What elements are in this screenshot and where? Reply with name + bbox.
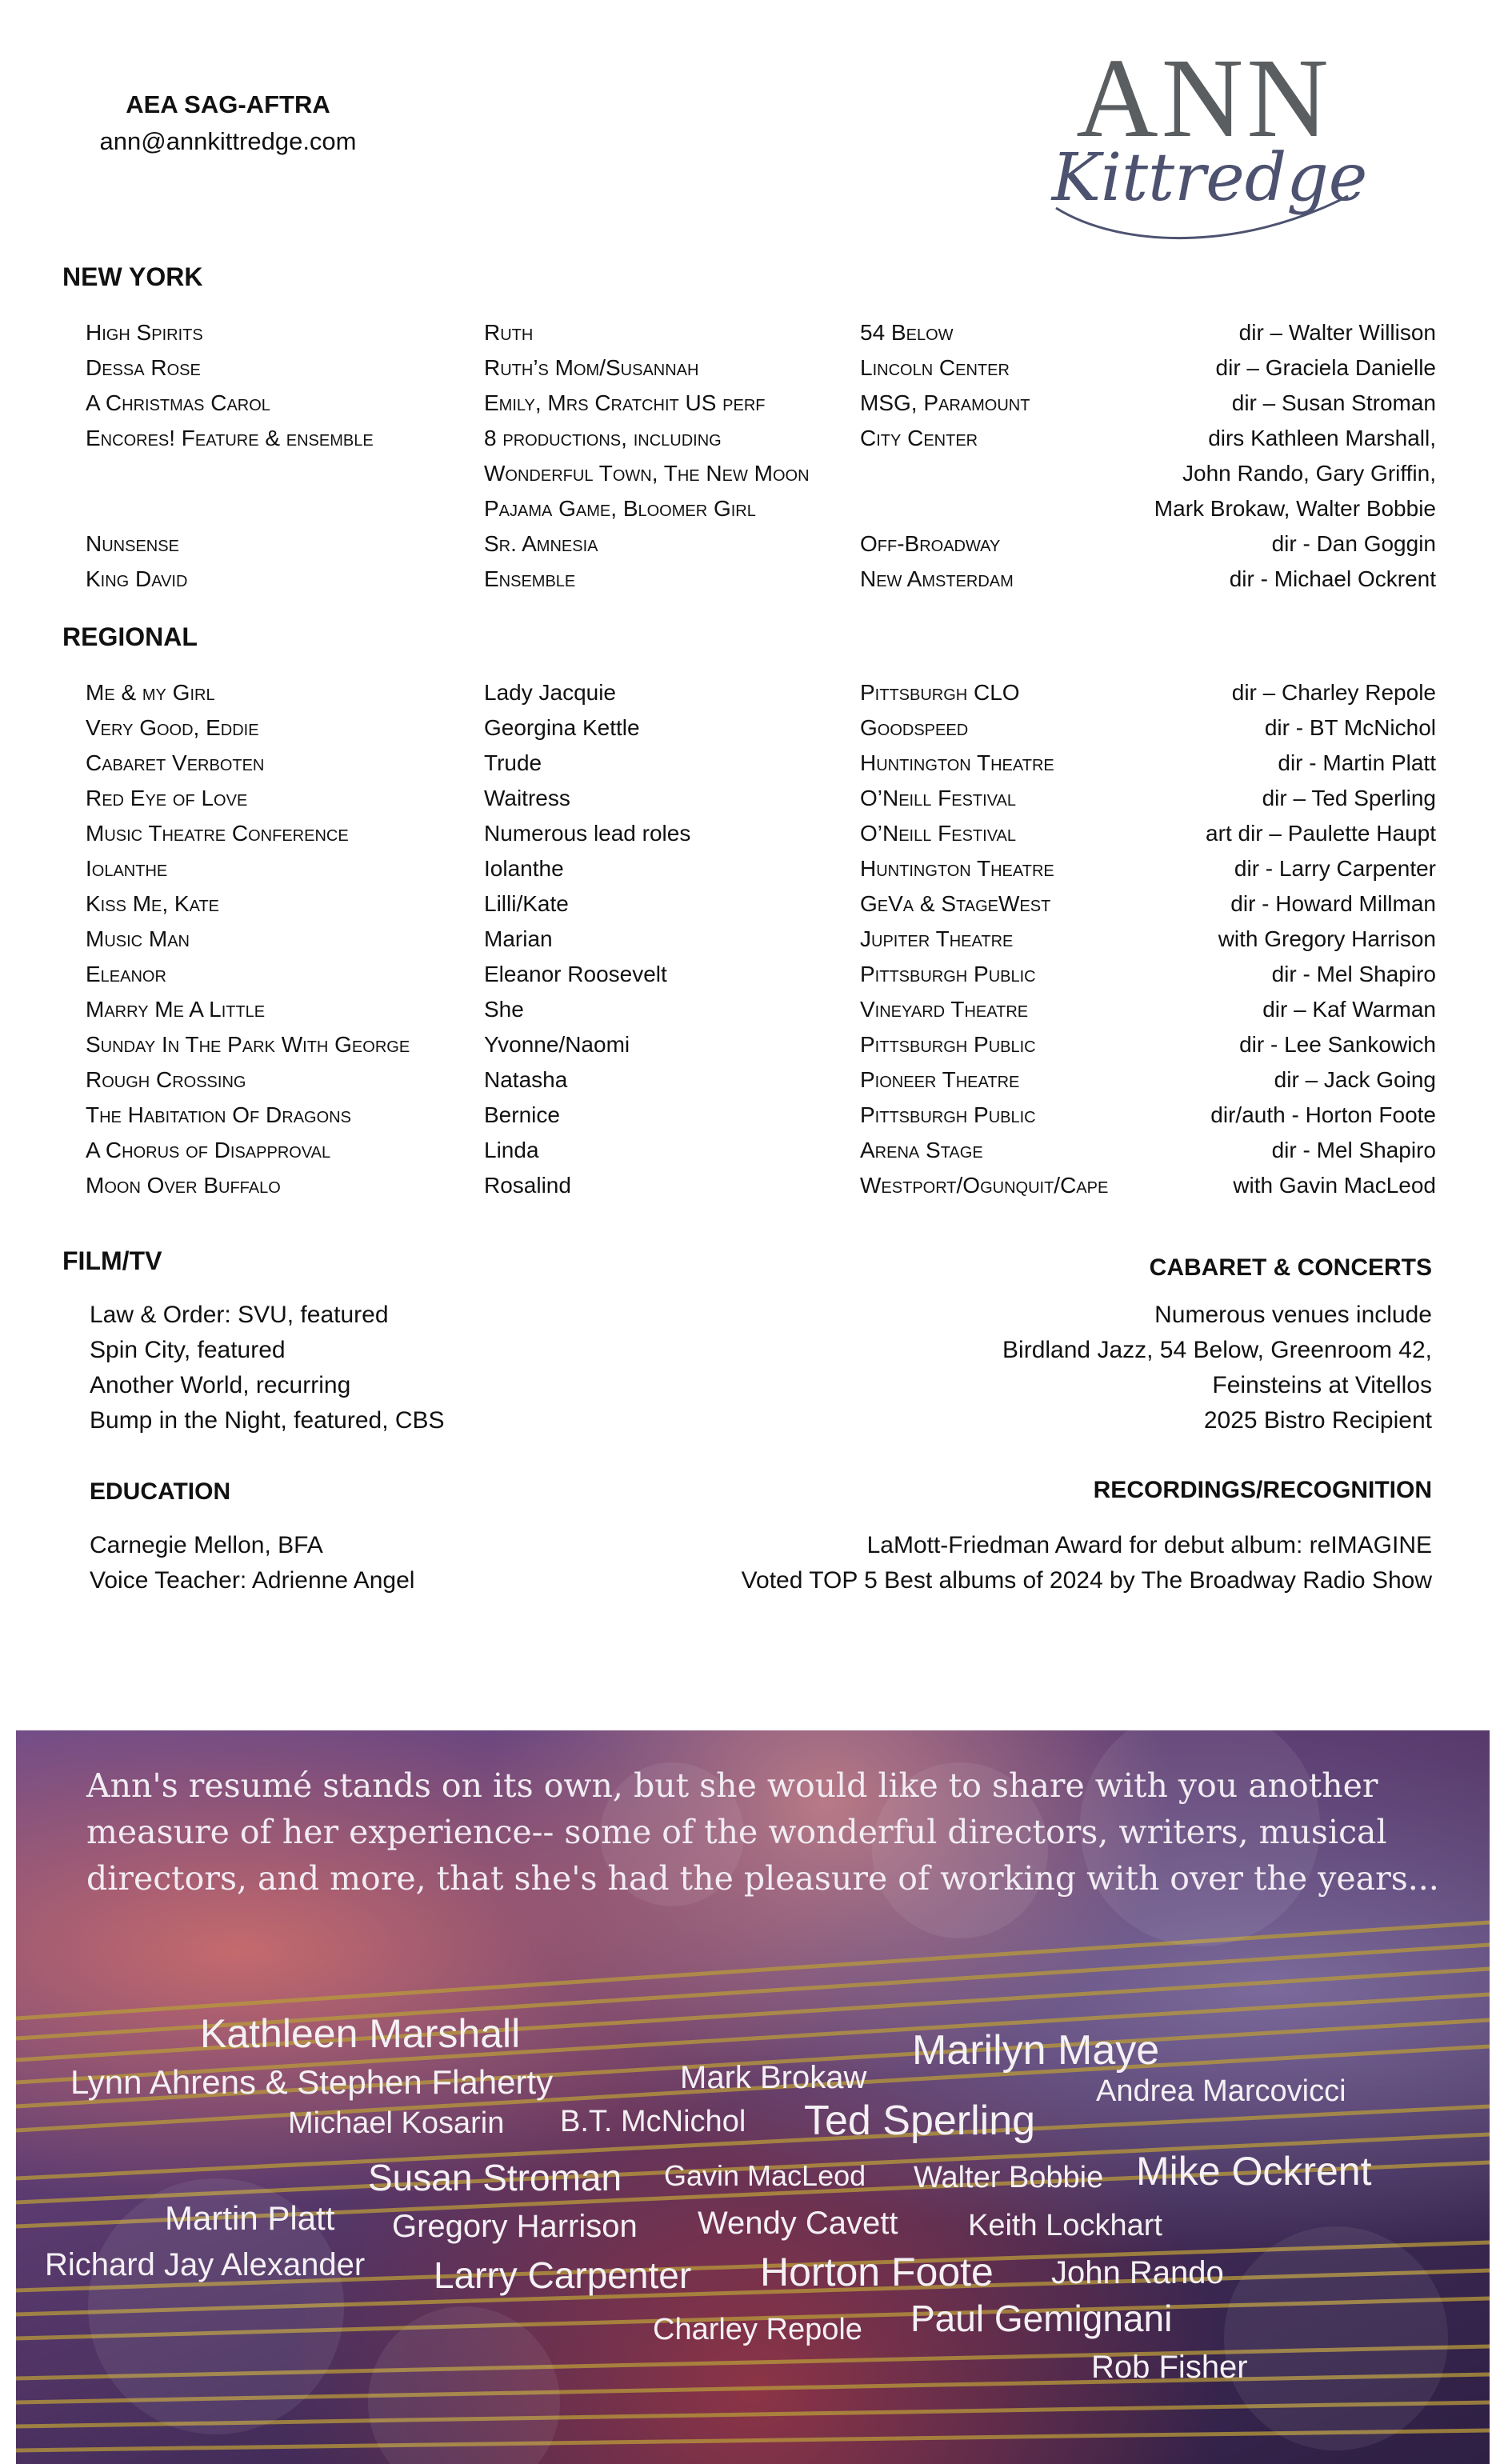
director: dir – Susan Stroman: [1231, 390, 1436, 415]
show-title: Very Good, Eddie: [86, 715, 259, 740]
credit-row: [0, 426, 1496, 461]
collaborator-name: Wendy Cavett: [698, 2206, 898, 2241]
director: with Gregory Harrison: [1218, 926, 1436, 951]
film-tv-list: [90, 1298, 445, 1438]
director: John Rando, Gary Griffin,: [1182, 461, 1436, 486]
venue: Jupiter Theatre: [860, 926, 1014, 951]
list-item: Another World, recurring: [90, 1372, 351, 1398]
list-item: 2025 Bistro Recipient: [1203, 1407, 1432, 1434]
credit-row: [0, 680, 1496, 715]
role: Marian: [484, 926, 553, 951]
venue: Westport/Ogunquit/Cape: [860, 1173, 1109, 1198]
credit-row: [0, 962, 1496, 997]
credit-row: [0, 786, 1496, 821]
collaborator-name: Martin Platt: [165, 2199, 335, 2237]
venue: 54 Below: [860, 320, 954, 345]
collaborators-banner: [16, 1730, 1490, 2464]
role: Natasha: [484, 1067, 568, 1092]
section-title-new-york: NEW YORK: [62, 262, 203, 291]
director: dir/auth - Horton Foote: [1210, 1102, 1436, 1127]
venue: MSG, Paramount: [860, 390, 1030, 415]
show-title: King David: [86, 566, 188, 591]
director: dirs Kathleen Marshall,: [1208, 426, 1436, 450]
list-item: Bump in the Night, featured, CBS: [90, 1407, 445, 1434]
role: Yvonne/Naomi: [484, 1032, 630, 1057]
name-logo: [1032, 48, 1376, 264]
role: She: [484, 997, 524, 1022]
venue: Huntington Theatre: [860, 750, 1054, 775]
role: Iolanthe: [484, 856, 564, 881]
director: dir – Kaf Warman: [1262, 997, 1436, 1022]
show-title: Dessa Rose: [86, 355, 201, 380]
collaborator-name: Richard Jay Alexander: [45, 2247, 366, 2282]
show-title: Eleanor: [86, 962, 166, 986]
collaborator-name: Andrea Marcovicci: [1096, 2074, 1346, 2108]
show-title: Rough Crossing: [86, 1067, 246, 1092]
list-item: LaMott-Friedman Award for debut album: reIMAGINE: [866, 1532, 1432, 1558]
credit-row: [0, 891, 1496, 926]
director: dir – Graciela Danielle: [1215, 355, 1436, 380]
role: Pajama Game, Bloomer Girl: [484, 496, 756, 521]
collaborator-name: Larry Carpenter: [434, 2254, 692, 2296]
show-title: Kiss Me, Kate: [86, 891, 220, 916]
list-item: Feinsteins at Vitellos: [1212, 1372, 1432, 1398]
show-title: Cabaret Verboten: [86, 750, 265, 775]
director: dir - Martin Platt: [1278, 750, 1436, 775]
role: Linda: [484, 1138, 539, 1162]
credit-row: [0, 390, 1496, 426]
banner-intro-text: Ann's resumé stands on its own, but she would like to share with you another measure of her experience-- some of the wonderful directors, writers, musical directors, and more, that she's had the pleasure of working with over the years...: [86, 1766, 1439, 1898]
logo-first-name: ANN: [1076, 48, 1332, 161]
show-title: Marry Me A Little: [86, 997, 266, 1022]
collaborator-name: Rob Fisher: [1091, 2350, 1248, 2385]
credit-row: [0, 496, 1496, 531]
credit-row: [0, 856, 1496, 891]
collaborator-name: Michael Kosarin: [288, 2106, 505, 2140]
role: Numerous lead roles: [484, 821, 691, 846]
role: Trude: [484, 750, 542, 775]
section-title-education: EDUCATION: [90, 1478, 231, 1505]
role: Wonderful Town, The New Moon: [484, 461, 810, 486]
show-title: A Christmas Carol: [86, 390, 270, 415]
collaborator-name: Gregory Harrison: [392, 2209, 638, 2244]
credit-row: [0, 320, 1496, 355]
show-title: Music Theatre Conference: [86, 821, 349, 846]
collaborator-name: Paul Gemignani: [910, 2298, 1173, 2339]
credit-row: [0, 821, 1496, 856]
director: dir - Mel Shapiro: [1271, 1138, 1436, 1162]
cabaret-list: [1002, 1298, 1432, 1438]
director: art dir – Paulette Haupt: [1206, 821, 1436, 846]
role: Bernice: [484, 1102, 560, 1127]
section-title-recordings: RECORDINGS/RECOGNITION: [1093, 1477, 1432, 1503]
collaborator-name: Lynn Ahrens & Stephen Flaherty: [70, 2063, 554, 2101]
role: Waitress: [484, 786, 570, 810]
director: dir - Michael Ockrent: [1229, 566, 1436, 591]
role: Ruth’s Mom/Susannah: [484, 355, 699, 380]
union-affiliation: AEA SAG-AFTRA: [126, 90, 330, 118]
show-title: Sunday In The Park With George: [86, 1032, 410, 1057]
section-title-cabaret: CABARET & CONCERTS: [1149, 1254, 1432, 1281]
director: dir – Walter Willison: [1238, 320, 1436, 345]
venue: Huntington Theatre: [860, 856, 1054, 881]
show-title: Iolanthe: [86, 856, 168, 881]
venue: O’Neill Festival: [860, 786, 1017, 810]
credit-row: [0, 1138, 1496, 1173]
director: Mark Brokaw, Walter Bobbie: [1154, 496, 1436, 521]
collaborator-name: Susan Stroman: [368, 2157, 622, 2198]
director: with Gavin MacLeod: [1233, 1173, 1436, 1198]
director: dir - Dan Goggin: [1271, 531, 1436, 556]
venue: Off-Broadway: [860, 531, 1001, 556]
list-item: Birdland Jazz, 54 Below, Greenroom 42,: [1002, 1337, 1432, 1363]
venue: City Center: [860, 426, 978, 450]
director: dir - Mel Shapiro: [1271, 962, 1436, 986]
show-title: A Chorus of Disapproval: [86, 1138, 331, 1162]
role: Ensemble: [484, 566, 576, 591]
list-item: Carnegie Mellon, BFA: [90, 1532, 323, 1558]
venue: Pioneer Theatre: [860, 1067, 1020, 1092]
credit-row: [0, 461, 1496, 496]
credit-row: [0, 997, 1496, 1032]
venue: Lincoln Center: [860, 355, 1010, 380]
venue: O’Neill Festival: [860, 821, 1017, 846]
show-title: Moon Over Buffalo: [86, 1173, 281, 1198]
show-title: Me & my Girl: [86, 680, 215, 705]
collaborator-name: Charley Repole: [653, 2313, 862, 2346]
role: Sr. Amnesia: [484, 531, 598, 556]
collaborator-name: Walter Bobbie: [914, 2161, 1104, 2194]
director: dir - Howard Millman: [1230, 891, 1436, 916]
director: dir - Lee Sankowich: [1239, 1032, 1436, 1057]
section-title-film-tv: FILM/TV: [62, 1246, 162, 1275]
role: Emily, Mrs Cratchit US perf: [484, 390, 766, 415]
credit-row: [0, 1102, 1496, 1138]
venue: Pittsburgh Public: [860, 1102, 1036, 1127]
director: dir – Charley Repole: [1231, 680, 1436, 705]
credit-row: [0, 531, 1496, 566]
venue: Goodspeed: [860, 715, 969, 740]
collaborator-name: Gavin MacLeod: [664, 2159, 866, 2192]
collaborator-name: Mark Brokaw: [680, 2060, 867, 2095]
list-item: Numerous venues include: [1154, 1302, 1432, 1328]
role: Ruth: [484, 320, 534, 345]
credit-row: [0, 715, 1496, 750]
role: Rosalind: [484, 1173, 571, 1198]
credit-row: [0, 1067, 1496, 1102]
list-item: Voted TOP 5 Best albums of 2024 by The Broadway Radio Show: [741, 1567, 1432, 1594]
venue: Arena Stage: [860, 1138, 983, 1162]
venue: Pittsburgh Public: [860, 1032, 1036, 1057]
credit-row: [0, 355, 1496, 390]
credit-row: [0, 750, 1496, 786]
list-item: Spin City, featured: [90, 1337, 286, 1363]
education-list: [90, 1528, 414, 1598]
show-title: Encores! Feature & ensemble: [86, 426, 374, 450]
venue: GeVa & StageWest: [860, 891, 1051, 916]
role: Lady Jacquie: [484, 680, 617, 705]
role: 8 productions, including: [484, 426, 722, 450]
logo-last-name: Kittredge: [1051, 140, 1368, 216]
collaborator-name: Mike Ockrent: [1136, 2149, 1372, 2194]
email-link[interactable]: ann@annkittredge.com: [99, 127, 357, 155]
contact-block: [48, 86, 408, 160]
section-title-regional: REGIONAL: [62, 622, 198, 651]
collaborator-name: John Rando: [1051, 2255, 1224, 2290]
director: dir – Ted Sperling: [1262, 786, 1436, 810]
director: dir – Jack Going: [1274, 1067, 1436, 1092]
list-item: Voice Teacher: Adrienne Angel: [90, 1567, 415, 1594]
role: Georgina Kettle: [484, 715, 640, 740]
list-item: Law & Order: SVU, featured: [90, 1302, 389, 1328]
collaborator-name: Ted Sperling: [804, 2098, 1036, 2144]
show-title: Music Man: [86, 926, 190, 951]
role: Lilli/Kate: [484, 891, 569, 916]
collaborator-name: Marilyn Maye: [912, 2027, 1160, 2074]
show-title: The Habitation Of Dragons: [86, 1102, 351, 1127]
venue: New Amsterdam: [860, 566, 1014, 591]
collaborator-name: Keith Lockhart: [968, 2209, 1162, 2242]
credit-row: [0, 566, 1496, 602]
director: dir - Larry Carpenter: [1234, 856, 1436, 881]
collaborator-name: Horton Foote: [760, 2250, 994, 2294]
collaborator-name: Kathleen Marshall: [200, 2011, 521, 2056]
venue: Vineyard Theatre: [860, 997, 1029, 1022]
venue: Pittsburgh CLO: [860, 680, 1020, 705]
credit-row: [0, 1173, 1496, 1208]
role: Eleanor Roosevelt: [484, 962, 667, 986]
collaborator-name: B.T. McNichol: [560, 2105, 746, 2138]
show-title: Nunsense: [86, 531, 179, 556]
show-title: High Spirits: [86, 320, 203, 345]
credit-row: [0, 1032, 1496, 1067]
director: dir - BT McNichol: [1264, 715, 1436, 740]
credit-row: [0, 926, 1496, 962]
venue: Pittsburgh Public: [860, 962, 1036, 986]
show-title: Red Eye of Love: [86, 786, 248, 810]
recordings-list: [742, 1528, 1432, 1598]
